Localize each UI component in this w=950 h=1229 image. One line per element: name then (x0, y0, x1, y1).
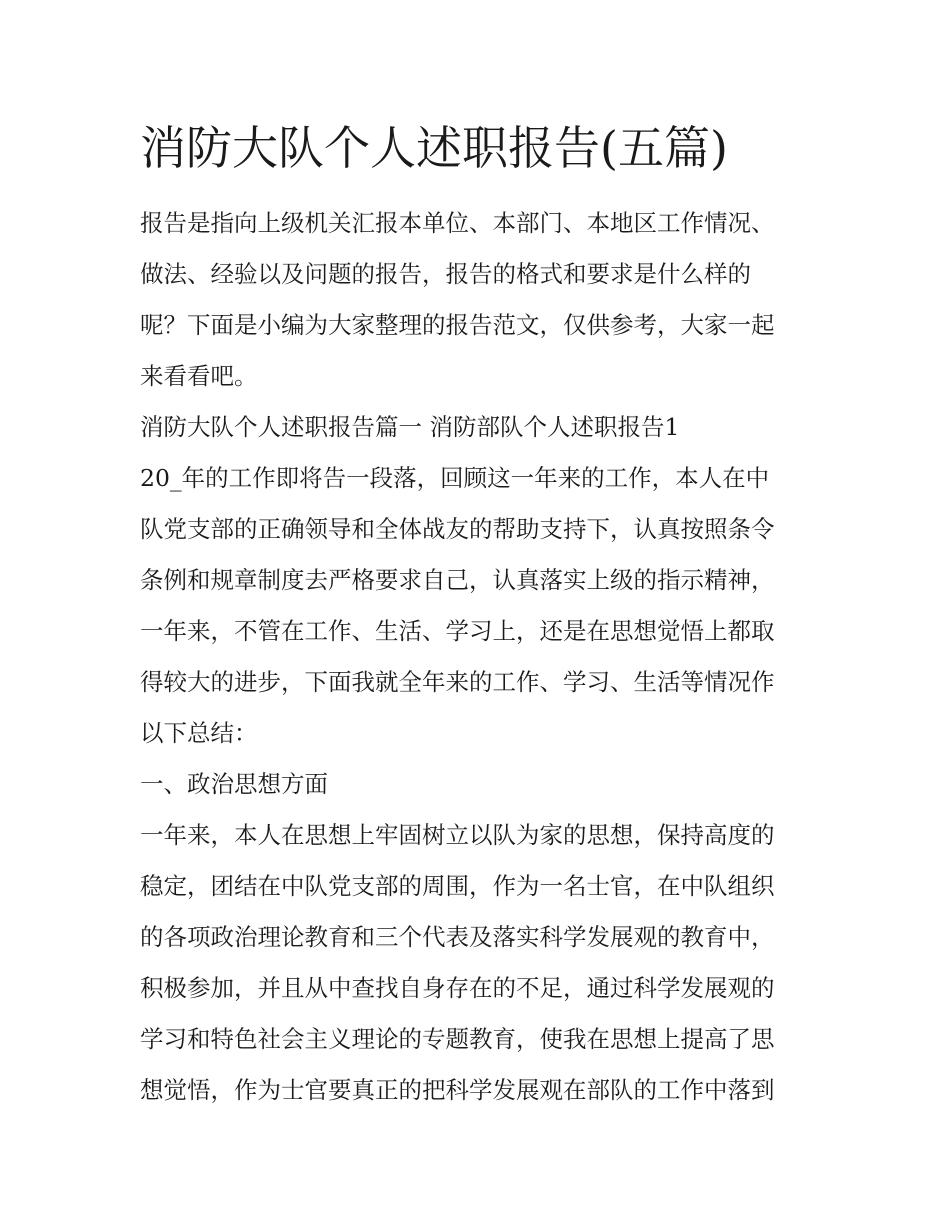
paragraph-line-8: 稳定，团结在中队党支部的周围，作为一名士官，在中队组织 (140, 872, 775, 900)
paragraph-line-1: 20_年的工作即将告一段落，回顾这一年来的工作，本人在中 (140, 464, 770, 492)
paragraph-line-4: 一年来，不管在工作、生活、学习上，还是在思想觉悟上都取 (140, 617, 775, 645)
document-title: 消防大队个人述职报告(五篇) (140, 121, 728, 175)
paragraph-line-6: 以下总结： (140, 719, 258, 747)
paragraph-line-12: 想觉悟，作为士官要真正的把科学发展观在部队的工作中落到 (140, 1076, 775, 1104)
paragraph-line-5: 得较大的进步，下面我就全年来的工作、学习、生活等情况作 (140, 668, 775, 696)
intro-line-3: 呢？下面是小编为大家整理的报告范文，仅供参考，大家一起 (140, 311, 775, 339)
paragraph-line-7: 一年来，本人在思想上牢固树立以队为家的思想，保持高度的 (140, 821, 775, 849)
intro-line-1: 报告是指向上级机关汇报本单位、本部门、本地区工作情况、 (140, 209, 775, 237)
paragraph-line-2: 队党支部的正确领导和全体战友的帮助支持下，认真按照条令 (140, 515, 775, 543)
document-body (140, 198, 820, 1116)
paragraph-line-10: 积极参加，并且从中查找自身存在的不足，通过科学发展观的 (140, 974, 775, 1002)
section-heading: 消防大队个人述职报告篇一 消防部队个人述职报告1 (140, 413, 680, 441)
subsection-heading: 一、政治思想方面 (140, 770, 328, 798)
intro-line-2: 做法、经验以及问题的报告，报告的格式和要求是什么样的 (140, 260, 751, 288)
paragraph-line-3: 条例和规章制度去严格要求自己，认真落实上级的指示精神， (140, 566, 775, 594)
paragraph-line-11: 学习和特色社会主义理论的专题教育，使我在思想上提高了思 (140, 1025, 775, 1053)
paragraph-line-9: 的各项政治理论教育和三个代表及落实科学发展观的教育中， (140, 923, 775, 951)
intro-line-4: 来看看吧。 (140, 362, 258, 390)
